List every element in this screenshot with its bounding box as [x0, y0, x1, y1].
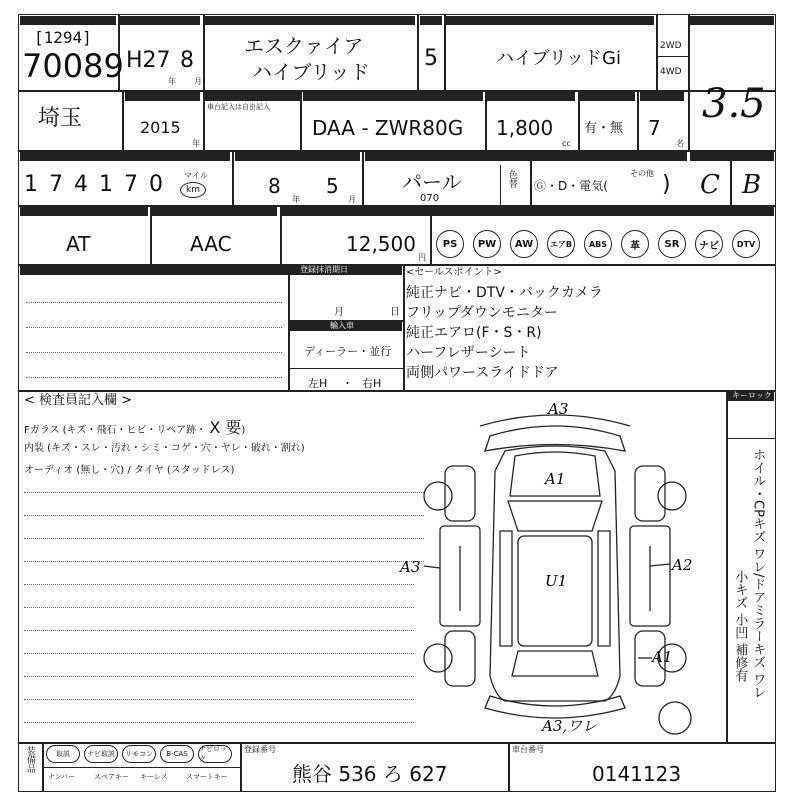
chassis-note: 車台記入は自由記入 [207, 103, 270, 111]
equipment-item: ナビ [695, 230, 723, 258]
aircon: AAC [190, 232, 232, 256]
equipment-item: DTV [732, 230, 760, 258]
bottom-item: B-CAS [160, 745, 194, 763]
equipment-item: PW [473, 230, 501, 258]
reg-expiry-label: 登録抹消期日 [300, 265, 348, 274]
model-code: DAA - ZWR80G [312, 116, 464, 140]
mile-label: マイル [184, 171, 208, 180]
color-code: 070 [420, 193, 440, 204]
sales-point: フリップダウンモニター [406, 305, 558, 321]
damage-rear-right: A1 [652, 648, 673, 666]
grade: ハイブリッドGi [496, 48, 621, 69]
equipment-item: エアB [547, 230, 575, 258]
model-year: 2015 [140, 118, 181, 137]
equipment-item: 革 [621, 230, 649, 258]
interior-score: B [742, 170, 762, 200]
reg-expiry-month: 月 [334, 307, 344, 318]
mileage-digit: 7 [49, 172, 63, 197]
seats-unit: 名 [676, 139, 684, 148]
import-type: ディーラー・並行 [304, 345, 392, 358]
first-reg-month-unit: 月 [194, 77, 202, 86]
lot-number: 70089 [22, 47, 124, 85]
model-year-unit: 年 [192, 139, 200, 148]
frame-label: 車台番号 [512, 745, 544, 754]
warranty: 有・無 [584, 121, 624, 136]
legend-title: キーロック [732, 391, 772, 400]
mileage-digit: 1 [24, 172, 38, 197]
import-label: 輸入車 [330, 321, 354, 330]
car-diagram [400, 396, 720, 741]
km-label: km [186, 185, 200, 195]
handle-sep: ・ [342, 377, 353, 390]
overall-score: 3.5 [702, 81, 766, 127]
shift: AT [66, 232, 91, 256]
damage-hood: A1 [545, 470, 566, 488]
drive-2wd: 2WD [660, 41, 682, 51]
first-reg-year-unit: 年 [168, 77, 176, 86]
mileage-digit: 7 [124, 172, 138, 197]
legend-line2: 小キズ 小凹 補修有 [732, 570, 748, 683]
handle-left: 左H [308, 377, 328, 390]
bottom-item: ナビロック [198, 745, 232, 763]
equipment-item: SR [658, 230, 686, 258]
mileage-digit: 0 [149, 172, 163, 197]
seats: 7 [648, 116, 661, 140]
lot-bracket: [1294] [34, 28, 92, 47]
damage-rear: A3,ワレ [542, 717, 598, 735]
drive-4wd: 4WD [660, 67, 682, 77]
damage-roof: U1 [545, 572, 568, 590]
inspection-year-unit: 年 [292, 195, 300, 204]
frame-number: 0141123 [592, 762, 682, 786]
inspector-title: < 検査員記入欄 > [24, 393, 133, 408]
bottom-items [46, 745, 238, 765]
inspection-month: 5 [326, 174, 339, 198]
damage-right: A2 [672, 556, 693, 574]
inspection-year: 8 [268, 174, 281, 198]
inspector-interior: 内装 (キズ・スレ・汚れ・シミ・コゲ・穴・ヤレ・破れ・割れ) [24, 443, 305, 454]
first-reg-month: 8 [180, 48, 194, 73]
inspector-glass-note: X 要 [209, 418, 242, 437]
sales-point: ハーフレザーシート [406, 345, 531, 361]
mileage-digit: 4 [74, 172, 88, 197]
equipment-item: ABS [584, 230, 612, 258]
bottom-item-label: スマートキー [186, 773, 228, 781]
damage-front: A3 [548, 400, 569, 418]
inspector-glass-text: Fガラス (キズ・飛石・ヒビ・リペア跡・ [24, 425, 210, 436]
bottom-item-label: ナンバー [48, 773, 76, 781]
sales-points-label: <セールスポイント> [406, 267, 502, 278]
color-name: パール [402, 170, 462, 194]
bottom-item-label: キーレス [140, 773, 168, 781]
sales-point: 純正エアロ(F・S・R) [406, 325, 542, 341]
inspector-glass-tail: ) [241, 425, 246, 436]
equipment-list [434, 230, 774, 258]
exterior-score: C [700, 170, 720, 200]
plate-number: 熊谷 536 ろ 627 [292, 762, 448, 786]
color-change-label: 色替 [506, 170, 517, 188]
displacement: 1,800 [496, 116, 554, 140]
fuel-other: その他 [630, 169, 654, 178]
equipment-item: AW [510, 230, 538, 258]
inspector-glass [24, 420, 245, 436]
bottom-item: リモコン [122, 745, 156, 763]
recycle-fee: 12,500 [346, 232, 416, 256]
sales-point: 純正ナビ・DTV・バックカメラ [406, 285, 603, 301]
legend-line1: ホイル・CPキズ ワレ/ドアミラーキズ ワレ [750, 448, 766, 699]
sales-points [406, 286, 726, 390]
bottom-item: 取説 [46, 745, 80, 763]
region: 埼玉 [38, 106, 83, 131]
plate-label: 登録番号 [244, 745, 276, 754]
mileage-digit: 1 [99, 172, 113, 197]
damage-left: A3 [400, 558, 421, 576]
equipment-item: PS [436, 230, 464, 258]
first-reg-era: H27 [126, 48, 171, 73]
bottom-items2 [46, 772, 238, 788]
inspection-month-unit: 月 [348, 195, 356, 204]
recycle-unit: 円 [418, 253, 426, 262]
km-circle [180, 182, 206, 198]
equipment-items-label: 装備品 [24, 746, 35, 773]
mileage-digits [24, 174, 174, 198]
bottom-item-label: スペアキー [94, 773, 129, 781]
reg-expiry-day: 日 [390, 307, 400, 318]
sales-point: 両側パワースライドドア [406, 365, 559, 381]
inspector-audio: オーディオ (無し・穴) / タイヤ (スタッドレス) [24, 465, 235, 476]
model-name-line1: エスクァイア [244, 34, 364, 58]
handle-right: 右H [362, 377, 382, 390]
model-name-line2: ハイブリッド [252, 60, 370, 84]
fuel-close: ) [662, 172, 671, 197]
displacement-unit: cc [562, 139, 571, 148]
fuel-options: Ⓖ・D・電気( [534, 179, 608, 193]
bottom-item: ナビ取説 [84, 745, 118, 763]
doors: 5 [424, 46, 438, 71]
